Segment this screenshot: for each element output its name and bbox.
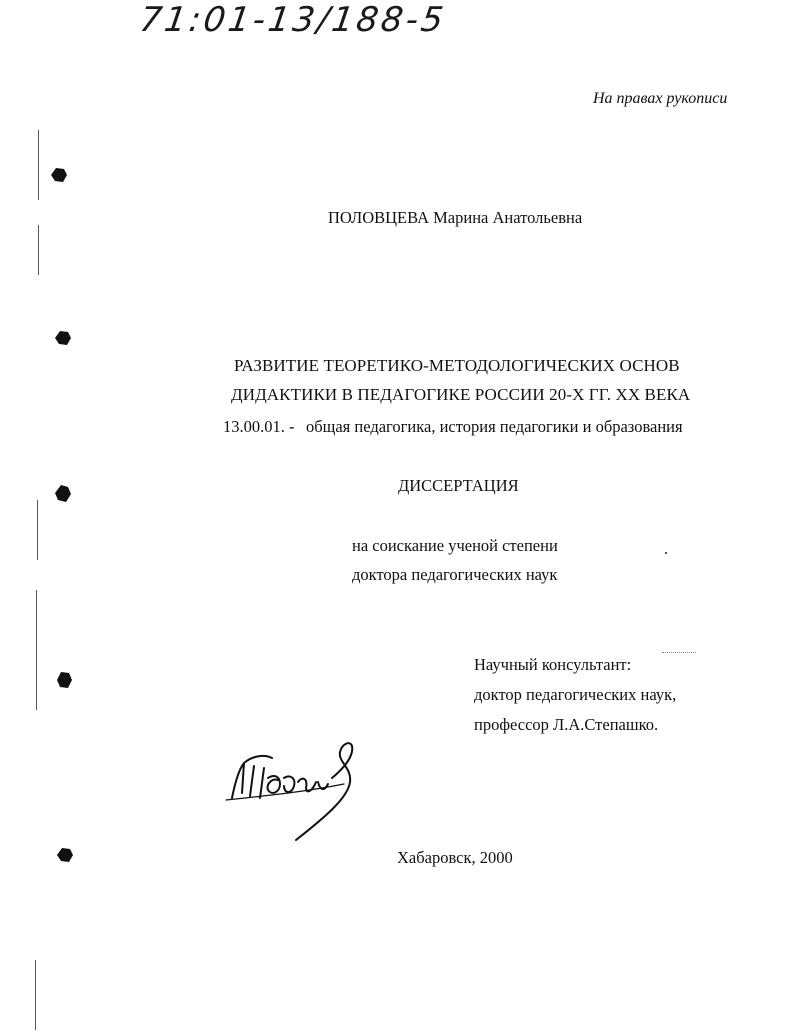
stray-mark	[662, 652, 696, 654]
consultant-name: профессор Л.А.Степашко.	[474, 715, 659, 734]
author-name: ПОЛОВЦЕВА Марина Анатольевна	[328, 208, 583, 227]
binding-hole	[52, 328, 74, 348]
dissertation-title-line-1: РАЗВИТИЕ ТЕОРЕТИКО-МЕТОДОЛОГИЧЕСКИХ ОСНОВ	[234, 356, 680, 375]
consultant-degree: доктор педагогических наук,	[474, 685, 677, 704]
document-type: ДИССЕРТАЦИЯ	[398, 476, 519, 495]
consultant-label: Научный консультант:	[474, 655, 632, 674]
stray-mark	[665, 552, 667, 554]
binding-hole	[54, 845, 76, 865]
scan-margin-line	[38, 225, 39, 275]
binding-hole	[53, 669, 75, 691]
dissertation-title-line-2: ДИДАКТИКИ В ПЕДАГОГИКЕ РОССИИ 20-Х ГГ. ХХ ВЕКА	[231, 385, 691, 404]
archive-code: 71:01-13/188-5	[137, 0, 449, 40]
binding-hole	[52, 483, 74, 505]
rights-note: На правах рукописи	[593, 90, 728, 107]
scan-margin-line	[37, 500, 38, 560]
specialty-name: общая педагогика, история педагогики и образования	[306, 417, 683, 436]
scan-margin-line	[38, 130, 39, 200]
scan-margin-line	[35, 960, 36, 1030]
author-signature	[224, 738, 364, 844]
binding-hole	[48, 165, 70, 185]
degree-line-1: на соискание ученой степени	[352, 536, 558, 555]
specialty-code: 13.00.01. -	[223, 417, 295, 436]
degree-line-2: доктора педагогических наук	[352, 565, 558, 584]
scan-margin-line	[36, 590, 37, 710]
place-year: Хабаровск, 2000	[397, 848, 513, 867]
